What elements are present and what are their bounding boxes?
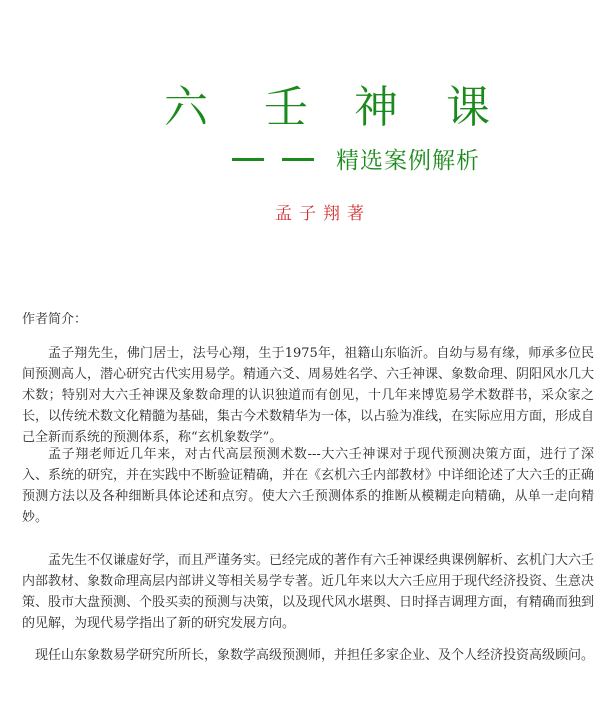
paragraph-2: 孟子翔老师近几年来，对古代高层预测术数---大六壬神课对于现代预测决策方面，进行了深入、系统的研究，并在实践中不断验证精确，并在《玄机六壬内部教材》中详细论述了大六壬的正确预测方法以及各种细断具体论述和点穷。使大六壬预测体系的推断从模糊走向精确，从单一走向精妙。 (22, 447, 595, 525)
title-char-4: 课 (446, 82, 490, 133)
subtitle-dash-1 (232, 158, 264, 161)
subtitle-text: 精选案例解析 (336, 148, 480, 174)
title-char-2: 壬 (264, 82, 308, 133)
book-title (0, 80, 615, 136)
paragraph-3: 孟先生不仅谦虚好学，而且严谨务实。已经完成的著作有六壬神课经典课例解析、玄机门大六壬内部教材、象数命理高层内部讲义等相关易学专著。近几年来以大六壬应用于现代经济投资、生意决策、股市大盘预测、个股买卖的预测与决策，以及现代风水堪舆、日时择吉调理方面，有精确而独到的见解，为现代易学指出了新的研究发展方向。 (22, 553, 595, 631)
book-subtitle (232, 145, 480, 177)
title-char-3: 神 (354, 82, 398, 133)
title-char-1: 六 (164, 82, 208, 133)
section-heading-author-intro: 作者简介： (22, 312, 88, 327)
paragraph-4: 现任山东象数易学研究所所长，象数学高级预测师，并担任多家企业、及个人经济投资高级顾问。 (35, 648, 595, 663)
paragraph-1: 孟子翔先生，佛门居士，法号心翔，生于1975年，祖籍山东临沂。自幼与易有缘，师承多位民间预测高人，潜心研究古代实用易学。精通六爻、周易姓名学、六壬神课、象数命理、阴阳风水几大术数；特别对大六壬神课及象数命理的认识独道而有创见，十几年来博览易学术数群书，采众家之长，以传统术数文化精髓为基础，集古今术数精华为一体，以占验为准线，在实际应用方面，形成自己全新而系统的预测体系，称“玄机象数学”。 (22, 346, 595, 445)
subtitle-dash-2 (282, 158, 314, 161)
author-line: 孟子翔著 (275, 204, 371, 224)
